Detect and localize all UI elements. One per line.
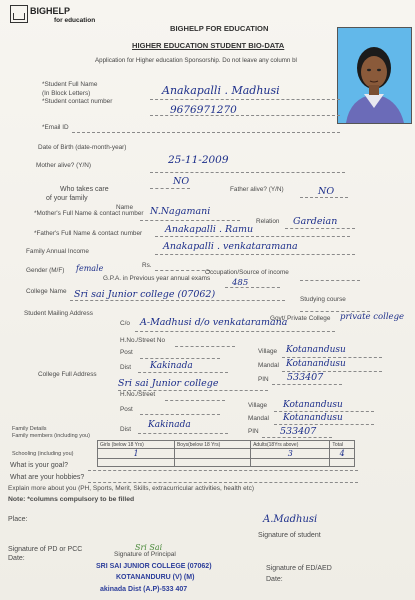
label-place: Place: [8, 516, 28, 523]
label-block-letters: (In Block Letters) [42, 90, 91, 97]
label-mandal: Mandal [258, 362, 279, 369]
brand-sub: for education [54, 17, 96, 24]
mailing-village-value: Kotanandusu [286, 345, 346, 355]
stamp-line1: SRI SAI JUNIOR COLLEGE (07062) [96, 563, 212, 570]
college-name-value: Sri sai Junior college (07062) [74, 289, 216, 300]
label-village: Village [258, 348, 278, 355]
label-schooling: Schooling (including you) [12, 451, 74, 457]
stamp-line2: KOTANANDURU (V) (M) [116, 574, 195, 581]
total-value: 4 [330, 449, 355, 459]
label-sig-principal: Signature of Principal [114, 551, 176, 558]
mother-alive-value: NO [173, 176, 190, 187]
label-explain: Explain more about you (PH, Sports, Merit, Skills, extracurricular activities, health etc) [8, 485, 255, 492]
header-total: Total [330, 441, 355, 449]
label-hno: H.No./Street No [120, 337, 166, 344]
family-table [97, 440, 355, 467]
college-dist-value: Kakinada [148, 420, 191, 430]
label-goal: What is your goal? [10, 462, 68, 469]
label-hno2: H.No./Street [120, 391, 156, 398]
label-co: C/o [120, 320, 130, 327]
gender-value: female [76, 264, 104, 273]
label-of-family: of your family [46, 195, 88, 202]
label-income: Family Annual Income [26, 248, 89, 255]
label-college-address: College Full Address [38, 371, 97, 378]
label-contact: *Student contact number [42, 98, 113, 105]
principal-signature: Sri Sai [135, 543, 163, 552]
adults-value: 3 [251, 449, 330, 459]
label-sig-pd: Signature of PD or PCC [8, 546, 83, 553]
label-dob: Date of Birth (date-month-year) [38, 144, 127, 151]
student-name-value: Anakapalli . Madhusi [162, 84, 280, 97]
label-family-members: Family members (including you) [12, 433, 90, 439]
student-photo [337, 27, 412, 124]
boys-value [174, 449, 250, 459]
college-pin-value: 533407 [280, 426, 317, 437]
label-email: *Email ID [42, 124, 69, 131]
label-date-2: Date: [266, 576, 283, 583]
label-name: Name [116, 204, 134, 211]
girls-value: 1 [98, 449, 175, 459]
header-boys: Boys(below 18 Yrs) [174, 441, 250, 449]
label-sig-ed: Signature of ED/AED [266, 565, 332, 572]
label-pin: PIN [258, 376, 269, 383]
label-family-details: Family Details [12, 426, 47, 432]
label-father-alive: Father alive? (Y/N) [230, 186, 284, 193]
form-title: HIGHER EDUCATION STUDENT BIO-DATA [132, 41, 285, 50]
student-signature: A.Madhusi [263, 514, 318, 525]
label-mother-info: *Mother's Full Name & contact number [34, 210, 144, 217]
label-gpa: G.P.A. in Previous year annual exams [103, 275, 211, 282]
label-mother-alive: Mother alive? (Y/N) [36, 162, 92, 169]
label-father-info: *Father's Full Name & contact number [34, 230, 143, 237]
mailing-dist-value: Kakinada [150, 361, 193, 371]
org-title: BIGHELP FOR EDUCATION [170, 24, 269, 33]
label-relation: Relation [256, 218, 280, 225]
label-rs: Rs. [142, 262, 152, 269]
label-sig-student: Signature of student [258, 532, 321, 539]
label-govt-private: Govt/ Private College [270, 315, 331, 322]
header-girls: Girls (below 18 Yrs) [98, 441, 175, 449]
relation-value: Gardeian [293, 216, 338, 227]
college-village-value: Kotanandusu [283, 400, 343, 410]
label-date-1: Date: [8, 555, 25, 562]
form-subtitle: Application for Higher education Sponsorship. Do not leave any column bl [95, 57, 297, 64]
college-type-value: private college [340, 312, 405, 322]
brand-name: BIGHELP [30, 6, 71, 16]
label-occupation: Occupation/Source of income [205, 269, 289, 276]
label-gender: Gender (M/F) [26, 267, 65, 274]
gpa-value: 485 [232, 278, 249, 288]
label-post: Post [120, 349, 133, 356]
label-post2: Post [120, 406, 133, 413]
father-info-value: Anakapalli . venkataramana [163, 241, 298, 252]
mailing-pin-value: 533407 [287, 372, 324, 383]
mailing-co-value: A-Madhusi d/o venkataramana [140, 317, 288, 328]
label-pin2: PIN [248, 428, 259, 435]
header-adults: Adults(18Yrs above) [251, 441, 330, 449]
stamp-line3: akinada Dist (A.P)-533 407 [100, 586, 188, 593]
dob-value: 25-11-2009 [168, 154, 229, 166]
mailing-mandal-value: Kotanandusu [286, 359, 346, 369]
college-addr-value: Sri sai Junior college [118, 378, 219, 389]
label-dist2: Dist [120, 426, 132, 433]
label-dist: Dist [120, 364, 132, 371]
bighelp-logo-icon [10, 5, 28, 23]
label-full-name: *Student Full Name [42, 81, 98, 88]
father-alive-value: NO [318, 186, 335, 197]
label-mandal2: Mandal [248, 415, 269, 422]
label-studying-course: Studying course [300, 296, 346, 303]
label-who-takes-care: Who takes care [60, 186, 109, 193]
label-village2: Village [248, 402, 268, 409]
college-mandal-value: Kotanandusu [283, 413, 343, 423]
label-note: Note: *columns compulsory to be filled [8, 496, 135, 503]
mother-info-value: Anakapalli . Ramu [165, 224, 254, 235]
guardian-name-value: N.Nagamani [150, 206, 211, 217]
label-hobbies: What are your hobbies? [10, 474, 85, 481]
label-college-name: College Name [26, 288, 67, 295]
contact-value: 9676971270 [170, 104, 237, 116]
label-mailing-address: Student Mailing Address [24, 310, 93, 317]
